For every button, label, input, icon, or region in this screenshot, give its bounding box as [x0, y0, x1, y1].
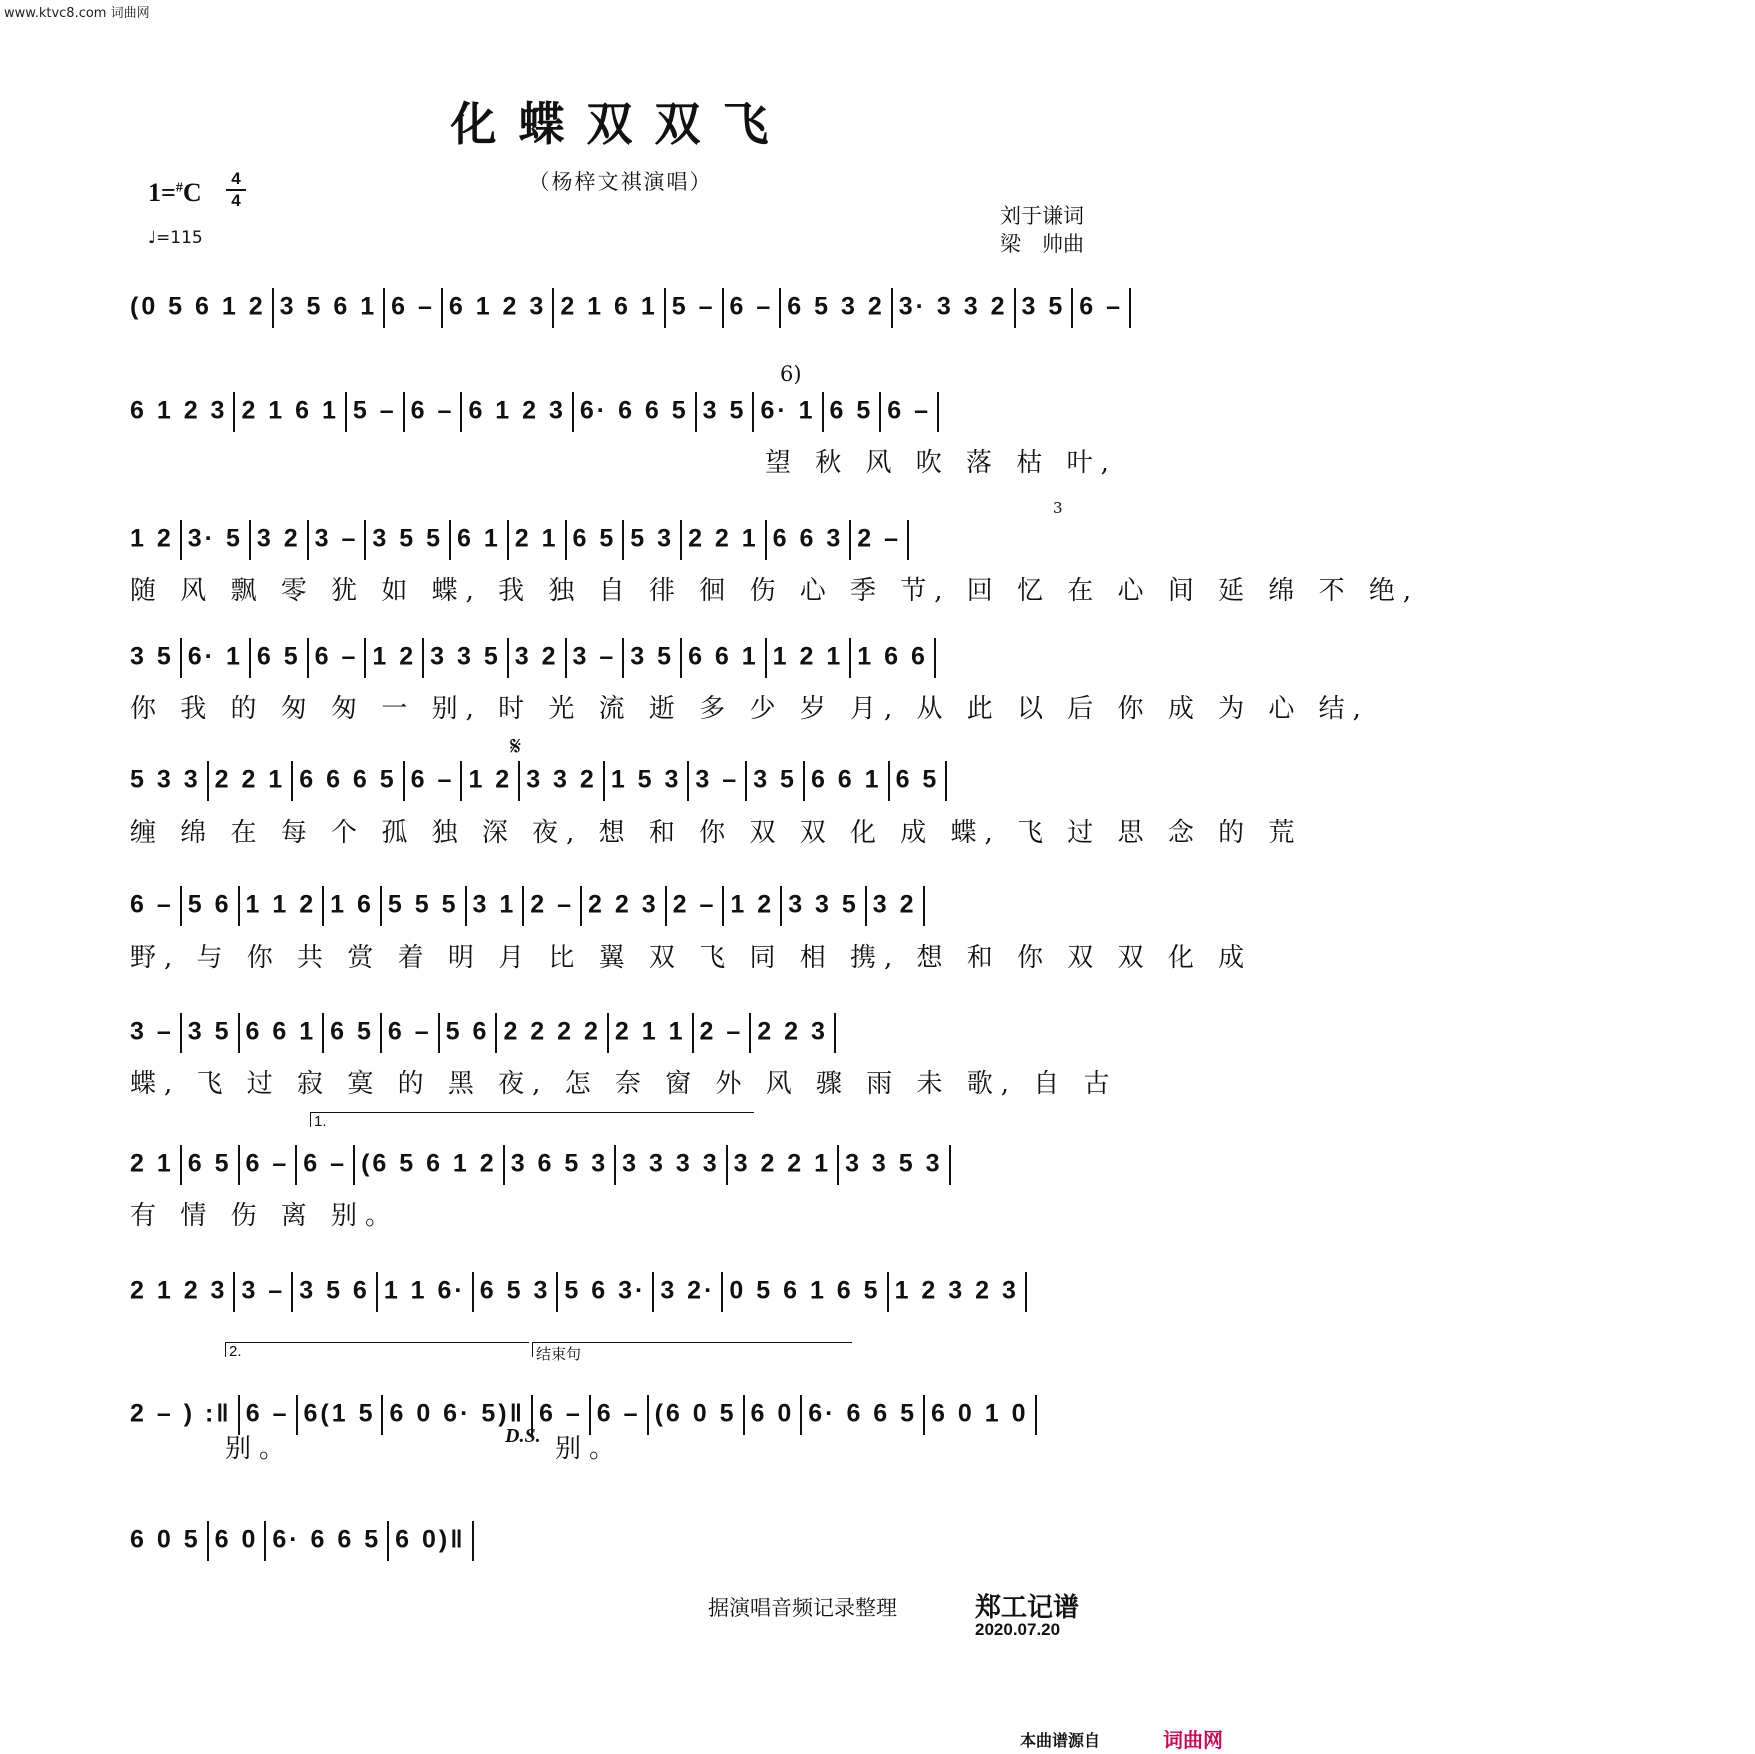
- measure: 2 –: [672, 890, 717, 919]
- measure: 2 1 6 1: [241, 396, 339, 425]
- barline: [1014, 288, 1016, 328]
- score-line: [130, 288, 1124, 328]
- measure: 6 1 2 3: [468, 396, 566, 425]
- measure: 1 6 6: [857, 642, 928, 671]
- barline: [603, 761, 605, 801]
- barline: [692, 1013, 694, 1053]
- barline: [721, 1272, 723, 1312]
- measure: 3 5 5: [372, 524, 443, 553]
- measure: 2 1 2 3: [130, 1276, 228, 1305]
- barline: [180, 1145, 182, 1185]
- measure: 6 0)‖: [395, 1525, 466, 1554]
- measure: 3 3 5 3: [845, 1149, 943, 1178]
- barline: [295, 1145, 297, 1185]
- barline: [803, 761, 805, 801]
- barline: [238, 886, 240, 926]
- measure: 5 3: [630, 524, 675, 553]
- measure: 5 3 3: [130, 765, 201, 794]
- barline: [934, 638, 936, 678]
- measure: 3 2: [256, 524, 301, 553]
- measure: 5 5 5: [387, 890, 459, 919]
- measure: 6 –: [887, 396, 932, 425]
- barline: [322, 1013, 324, 1053]
- barline: [507, 638, 509, 678]
- measure: 1 2: [468, 765, 513, 794]
- measure: 0 5 6 1 6 5: [729, 1276, 881, 1305]
- barline: [518, 761, 520, 801]
- measure: 6 6 3: [772, 524, 844, 553]
- measure: 6 –: [596, 1399, 641, 1428]
- barline: [495, 1013, 497, 1053]
- barline: [472, 1272, 474, 1312]
- measure: 6 6 1: [810, 765, 882, 794]
- lyric-line: 有 情 伤 离 别。: [130, 1201, 400, 1231]
- key-prefix: 1=: [148, 178, 176, 207]
- barline: [503, 1145, 505, 1185]
- barline: [180, 638, 182, 678]
- measure: 1 5 3: [610, 765, 682, 794]
- coda-label: 结束句: [536, 1346, 582, 1363]
- measure: 1 2 3 2 3: [894, 1276, 1019, 1305]
- measure: 3 5 6 1: [279, 292, 378, 321]
- barline: [441, 288, 443, 328]
- barline: [249, 520, 251, 560]
- barline: [364, 520, 366, 560]
- measure: 2 2 3: [757, 1017, 828, 1046]
- measure: 6 5: [330, 1017, 374, 1046]
- pickup-note: 6): [780, 362, 802, 386]
- site-watermark-text: www.ktvc8.com 词曲网: [4, 6, 150, 21]
- record-note: 据演唱音频记录整理: [708, 1596, 897, 1620]
- measure: 6 6 1: [245, 1017, 317, 1046]
- barline: [438, 1013, 440, 1053]
- measure: 6 –: [1079, 292, 1124, 321]
- barline: [745, 761, 747, 801]
- barline: [552, 288, 554, 328]
- measure: (6 0 5: [654, 1399, 737, 1428]
- score-line: [130, 761, 1120, 801]
- barline: [345, 392, 347, 432]
- barline: [937, 392, 939, 432]
- barline: [865, 886, 867, 926]
- measure: 6 –: [245, 1149, 290, 1178]
- measure: 6 1 2 3: [448, 292, 547, 321]
- score-line: [130, 520, 1120, 560]
- measure: 3· 5: [187, 524, 243, 553]
- barline: [291, 761, 293, 801]
- measure: 1 1 6·: [383, 1276, 466, 1305]
- barline: [752, 392, 754, 432]
- measure: 1 2: [372, 642, 417, 671]
- measure: 6 0 1 0: [931, 1399, 1029, 1428]
- measure: 2 1 6 1: [560, 292, 658, 321]
- arranger-stamp: 郑工记谱: [975, 1593, 1080, 1623]
- barline: [849, 638, 851, 678]
- measure: 2 2 1: [688, 524, 759, 553]
- score-line: [130, 1013, 1120, 1053]
- barline: [888, 761, 890, 801]
- barline: [272, 288, 274, 328]
- measure: 6 –: [410, 765, 455, 794]
- measure: 3 –: [241, 1276, 286, 1305]
- lyricist-credit: 刘于谦词: [1000, 204, 1084, 228]
- barline: [887, 1272, 889, 1312]
- measure: 5 6: [445, 1017, 490, 1046]
- barline: [687, 761, 689, 801]
- barline: [622, 520, 624, 560]
- measure: 6 –: [303, 1149, 348, 1178]
- barline: [565, 520, 567, 560]
- measure: 3· 3 3 2: [898, 292, 1008, 321]
- lyric-line: 野, 与 你 共 赏 着 明 月 比 翼 双 飞 同 相 携, 想 和 你 双 双 化 成: [130, 943, 1253, 973]
- key-accidental: #: [175, 180, 183, 196]
- measure: 6· 6 6 5: [579, 396, 689, 425]
- barline: [207, 761, 209, 801]
- measure: 6 5: [895, 765, 940, 794]
- measure: 6 5: [256, 642, 301, 671]
- barline: [291, 1272, 293, 1312]
- barline: [380, 886, 382, 926]
- grace-note: 3: [1053, 499, 1063, 517]
- measure: 3 –: [572, 642, 617, 671]
- measure: 6 –: [410, 396, 455, 425]
- second-ending-label: 2.: [229, 1343, 242, 1360]
- barline: [387, 1521, 389, 1561]
- barline: [822, 392, 824, 432]
- barline: [580, 886, 582, 926]
- time-bottom: 4: [231, 191, 241, 210]
- measure: 1 2: [130, 524, 174, 553]
- barline: [1071, 288, 1073, 328]
- measure: 2 2 2 2: [503, 1017, 601, 1046]
- barline: [891, 288, 893, 328]
- barline: [449, 520, 451, 560]
- measure: 3 5: [630, 642, 675, 671]
- score-line: [130, 886, 1120, 926]
- barline: [460, 392, 462, 432]
- measure: 6 5 3: [479, 1276, 551, 1305]
- measure: 6 –: [729, 292, 774, 321]
- measure: 6 6 1: [688, 642, 759, 671]
- barline: [664, 288, 666, 328]
- barline: [238, 1145, 240, 1185]
- barline: [622, 638, 624, 678]
- barline: [207, 1521, 209, 1561]
- measure: 1 2: [730, 890, 775, 919]
- barline: [780, 886, 782, 926]
- barline: [614, 1145, 616, 1185]
- second-ending-bracket: [225, 1342, 529, 1360]
- measure: 6· 6 6 5: [272, 1525, 382, 1554]
- measure: 5 –: [671, 292, 716, 321]
- singer-credit: （杨梓文祺演唱）: [528, 170, 713, 194]
- measure: 3 2: [514, 642, 559, 671]
- measure: 1 2 1: [772, 642, 844, 671]
- measure: 6 6 6 5: [299, 765, 397, 794]
- barline: [180, 1013, 182, 1053]
- barline: [180, 886, 182, 926]
- barline: [307, 520, 309, 560]
- barline: [322, 886, 324, 926]
- score-line: [130, 392, 1120, 432]
- barline: [722, 288, 724, 328]
- measure: 3 5 6: [299, 1276, 370, 1305]
- measure: 3 3 2: [526, 765, 597, 794]
- lyric-line: 蝶, 飞 过 寂 寞 的 黑 夜, 怎 奈 窗 外 风 骤 雨 未 歌, 自 古: [130, 1069, 1118, 1099]
- barline: [238, 1013, 240, 1053]
- measure: 3 5: [130, 642, 174, 671]
- barline: [945, 761, 947, 801]
- barline: [749, 1013, 751, 1053]
- score-line: [130, 638, 1120, 678]
- coda-lyric: 别。: [555, 1434, 624, 1464]
- measure: (0 5 6 1 2: [130, 292, 266, 321]
- measure: 3 –: [314, 524, 359, 553]
- barline: [556, 1272, 558, 1312]
- song-title: 化蝶双双飞: [450, 97, 791, 151]
- measure: 2 1: [130, 1149, 174, 1178]
- barline: [249, 638, 251, 678]
- barline: [233, 1272, 235, 1312]
- barline: [572, 392, 574, 432]
- measure: 3 6 5 3: [510, 1149, 609, 1178]
- score-line: [130, 1272, 1120, 1312]
- measure: 2 –: [699, 1017, 744, 1046]
- barline: [837, 1145, 839, 1185]
- score-line: [130, 1145, 1120, 1185]
- barline: [522, 886, 524, 926]
- barline: [1129, 288, 1131, 328]
- barline: [923, 886, 925, 926]
- barline: [264, 1521, 266, 1561]
- measure: 3 –: [695, 765, 740, 794]
- segno-sign: 𝄋: [510, 732, 522, 762]
- measure: 6 –: [387, 1017, 432, 1046]
- measure: 6· 6 6 5: [808, 1399, 918, 1428]
- barline: [695, 392, 697, 432]
- measure: 6 5 3 2: [787, 292, 885, 321]
- measure: 3 2 2 1: [733, 1149, 832, 1178]
- barline: [472, 1521, 474, 1561]
- barline: [879, 392, 881, 432]
- lyric-line: 别。: [225, 1434, 294, 1464]
- barline: [364, 638, 366, 678]
- barline: [765, 638, 767, 678]
- barline: [307, 638, 309, 678]
- barline: [779, 288, 781, 328]
- measure: (6 5 6 1 2: [361, 1149, 497, 1178]
- measure: 6· 1: [760, 396, 816, 425]
- first-ending-bracket: [310, 1112, 754, 1130]
- measure: 2 2 3: [588, 890, 659, 919]
- barline: [680, 638, 682, 678]
- barline: [680, 520, 682, 560]
- first-ending-label: 1.: [314, 1113, 327, 1130]
- measure: 6 0 5: [130, 1525, 201, 1554]
- barline: [949, 1145, 951, 1185]
- measure: 6 0: [214, 1525, 259, 1554]
- measure: 3 5: [753, 765, 797, 794]
- measure: 2 1: [514, 524, 559, 553]
- barline: [465, 886, 467, 926]
- lyric-line: 缠 绵 在 每 个 孤 独 深 夜, 想 和 你 双 双 化 成 蝶, 飞 过 思 念 的 荒: [130, 818, 1303, 848]
- measure: 1 6: [330, 890, 374, 919]
- barline: [665, 886, 667, 926]
- barline: [180, 520, 182, 560]
- barline: [834, 1013, 836, 1053]
- lyric-line: 你 我 的 匆 匆 一 别, 时 光 流 逝 多 少 岁 月, 从 此 以 后 你 成 为 心 结,: [130, 694, 1369, 724]
- measure: 6 5: [187, 1149, 232, 1178]
- barline: [565, 638, 567, 678]
- measure: 6 –: [130, 890, 174, 919]
- barline: [1025, 1272, 1027, 1312]
- key-signature: [148, 178, 202, 208]
- barline: [380, 1013, 382, 1053]
- measure: 3 3 5: [430, 642, 501, 671]
- measure: 6 5: [572, 524, 617, 553]
- measure: 6 1 2 3: [130, 396, 228, 425]
- measure: 6 –: [314, 642, 359, 671]
- source-text: 本曲谱源自: [1020, 1731, 1101, 1750]
- measure: 3 2·: [660, 1276, 716, 1305]
- measure: 6 –: [539, 1399, 583, 1428]
- measure: 6 0: [750, 1399, 795, 1428]
- time-top: 4: [231, 169, 241, 188]
- measure: 1 1 2: [245, 890, 317, 919]
- measure: 3 2: [872, 890, 917, 919]
- measure: 5 6 3·: [564, 1276, 647, 1305]
- measure: 2 1 1: [614, 1017, 686, 1046]
- barline: [507, 520, 509, 560]
- barline: [607, 1013, 609, 1053]
- measure: 3 3 5: [788, 890, 859, 919]
- barline: [460, 761, 462, 801]
- ds-marking: D.S.: [505, 1425, 541, 1447]
- time-signature: [226, 170, 246, 210]
- measure: 2 –: [857, 524, 902, 553]
- source-logo: 词曲网: [1163, 1728, 1223, 1752]
- barline: [652, 1272, 654, 1312]
- measure: 3 –: [130, 1017, 174, 1046]
- barline: [849, 520, 851, 560]
- key-letter: C: [182, 178, 202, 207]
- measure: 6(1 5: [303, 1399, 376, 1428]
- barline: [726, 1145, 728, 1185]
- measure: 3 5: [702, 396, 747, 425]
- measure: 6 –: [391, 292, 435, 321]
- measure: 3 5: [187, 1017, 232, 1046]
- coda-bracket: [532, 1342, 852, 1363]
- barline: [353, 1145, 355, 1185]
- measure: 3 5: [1021, 292, 1066, 321]
- lyric-line: 望 秋 风 吹 落 枯 叶,: [765, 448, 1117, 478]
- measure: 6 5: [829, 396, 874, 425]
- measure: 5 –: [352, 396, 397, 425]
- barline: [383, 288, 385, 328]
- measure: 2 –: [530, 890, 575, 919]
- barline: [422, 638, 424, 678]
- tempo-marking: ♩=115: [148, 228, 203, 248]
- arrangement-date: 2020.07.20: [975, 1620, 1061, 1639]
- barline: [403, 392, 405, 432]
- barline: [907, 520, 909, 560]
- lyric-line: 随 风 飘 零 犹 如 蝶, 我 独 自 徘 徊 伤 心 季 节, 回 忆 在 心 间 延 绵 不 绝,: [130, 576, 1420, 606]
- measure: 6· 1: [187, 642, 243, 671]
- measure: 2 2 1: [214, 765, 286, 794]
- measure: 6 0 6· 5)‖: [389, 1399, 526, 1428]
- measure: 6 1: [457, 524, 501, 553]
- measure: 3 1: [472, 890, 517, 919]
- measure: 2 – ) :‖: [130, 1399, 232, 1428]
- barline: [403, 761, 405, 801]
- measure: 5 6: [187, 890, 232, 919]
- barline: [233, 392, 235, 432]
- barline: [765, 520, 767, 560]
- barline: [376, 1272, 378, 1312]
- measure: 6 –: [245, 1399, 290, 1428]
- measure: 3 3 3 3: [622, 1149, 720, 1178]
- composer-credit: 梁 帅曲: [1000, 232, 1084, 256]
- barline: [722, 886, 724, 926]
- score-line: [130, 1521, 1120, 1561]
